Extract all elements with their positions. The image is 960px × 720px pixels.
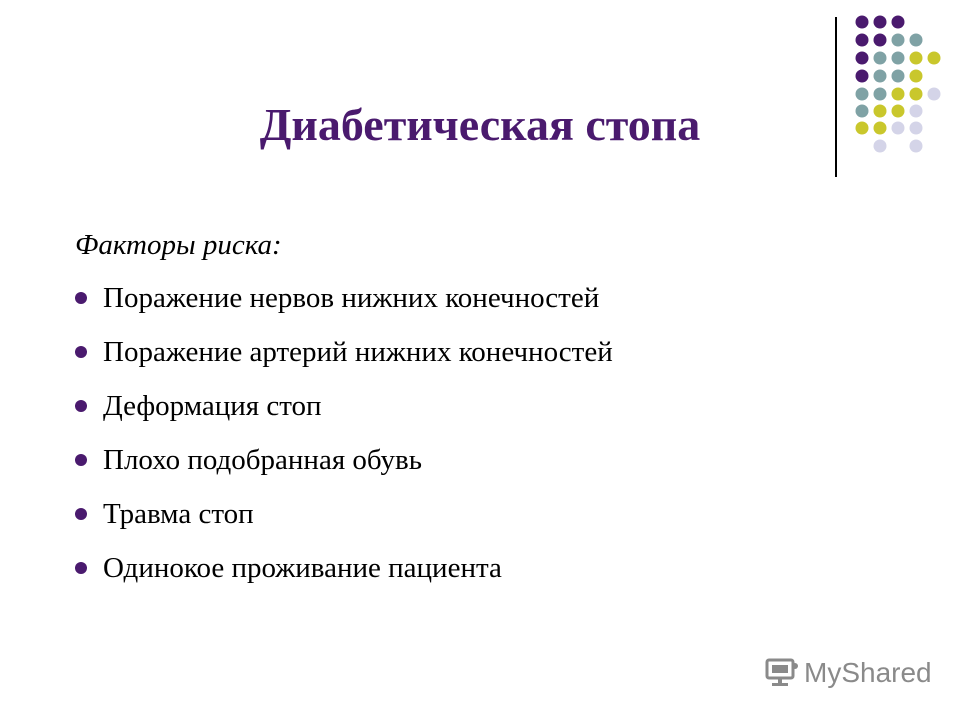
list-item-text: Поражение артерий нижних конечностей bbox=[103, 336, 613, 368]
bullet-dot-icon bbox=[75, 562, 87, 574]
bullet-dot-icon bbox=[75, 400, 87, 412]
list-item-text: Травма стоп bbox=[103, 498, 254, 530]
bullet-dot-icon bbox=[75, 454, 87, 466]
bullet-dot-icon bbox=[75, 346, 87, 358]
slide-title: Диабетическая стопа bbox=[259, 99, 701, 150]
watermark-text: MyShared bbox=[804, 657, 932, 688]
vertical-divider bbox=[835, 17, 837, 177]
list-item-text: Одинокое проживание пациента bbox=[103, 552, 502, 584]
myshared-watermark bbox=[765, 655, 932, 691]
list-item-text: Поражение нервов нижних конечностей bbox=[103, 282, 600, 314]
slide-subtitle: Факторы риска: bbox=[75, 229, 282, 261]
list-item-text: Деформация стоп bbox=[103, 390, 322, 422]
list-item-text: Плохо подобранная обувь bbox=[103, 444, 422, 476]
bullet-dot-icon bbox=[75, 292, 87, 304]
bullet-dot-icon bbox=[75, 508, 87, 520]
presentation-icon bbox=[765, 658, 799, 688]
